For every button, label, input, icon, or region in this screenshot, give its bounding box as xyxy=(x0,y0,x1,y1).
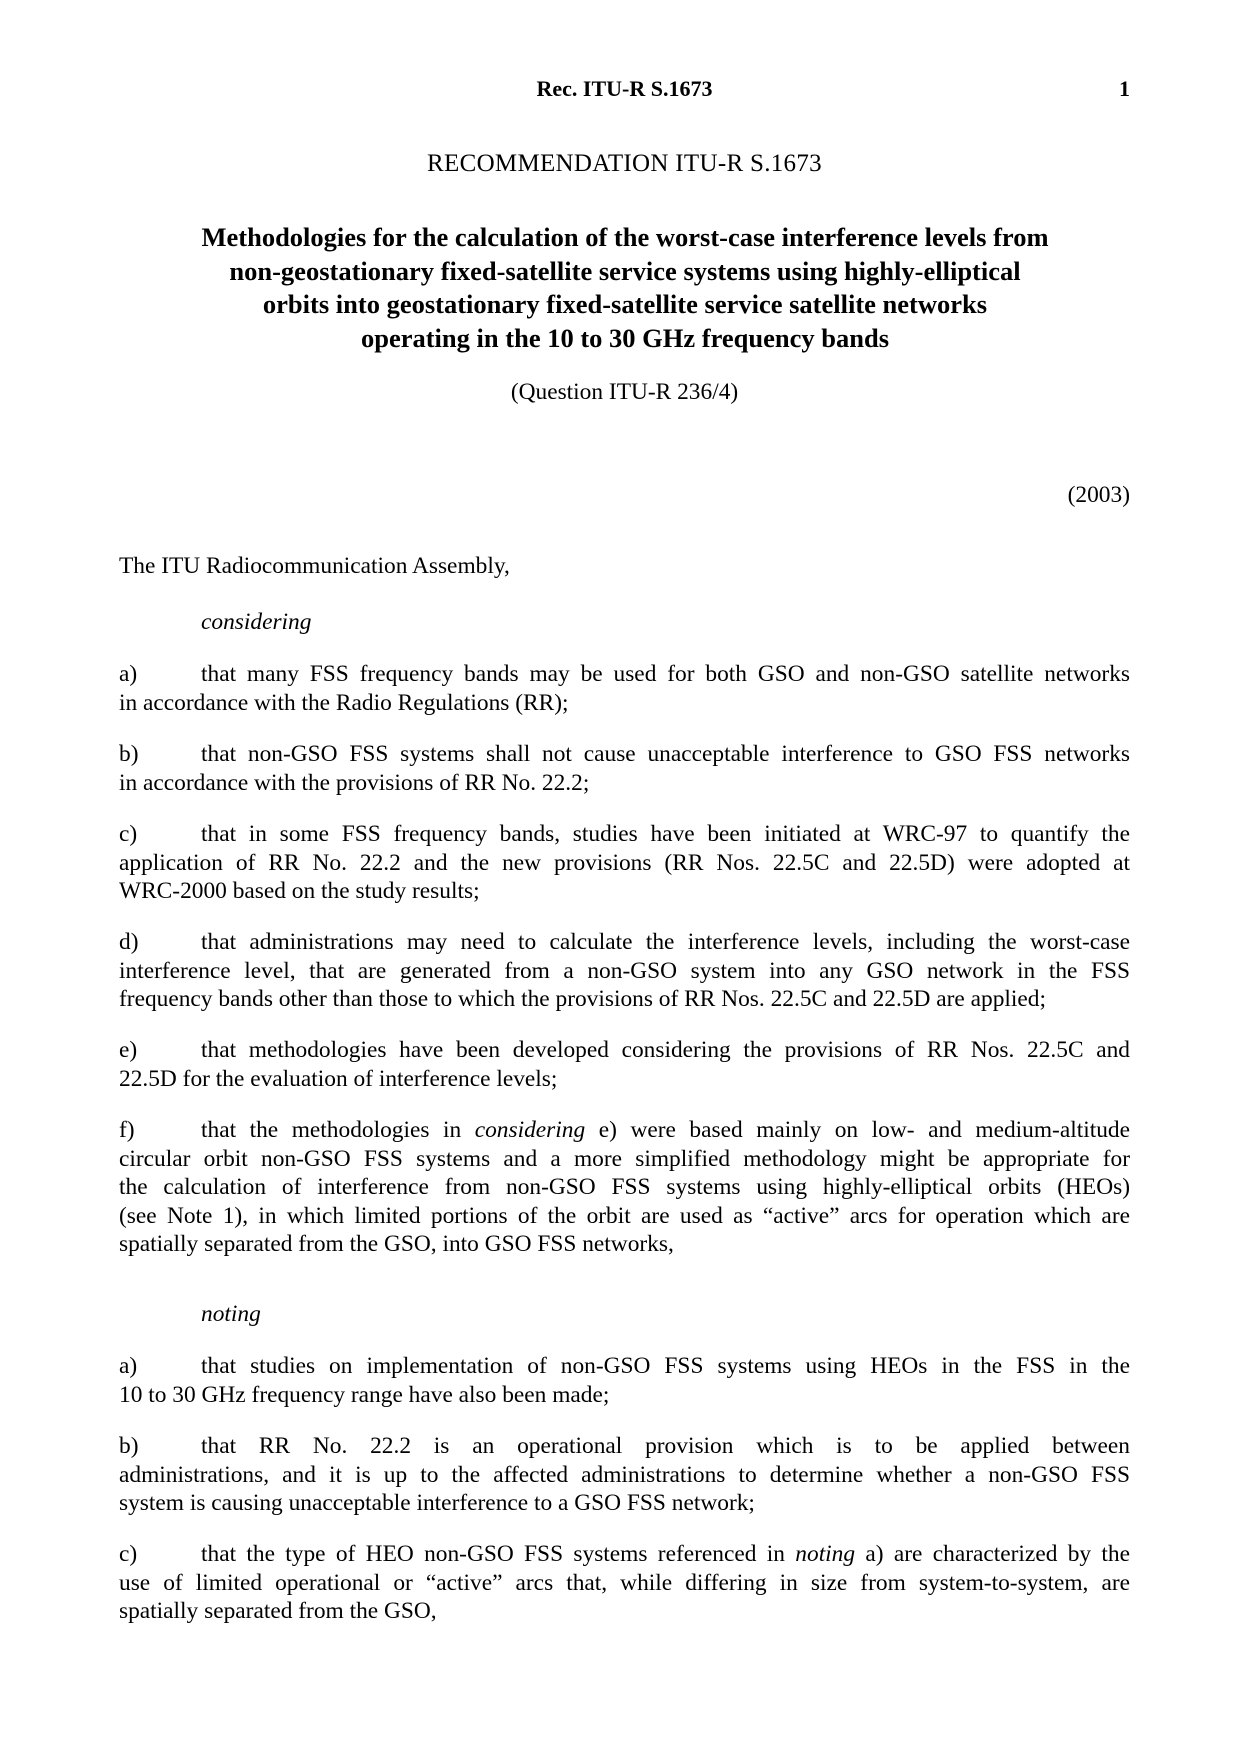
item-label: a) xyxy=(119,1353,138,1379)
paragraph-line: frequency bands other than those to which the provisions of RR Nos. 22.5C and 22.5D are applied; xyxy=(119,986,1047,1013)
paragraph-line: interference level, that are generated from a non-GSO system into any GSO network in the FSS xyxy=(119,957,1130,984)
paragraph-line: b) that RR No. 22.2 is an operational provision which is to be applied between xyxy=(119,1433,1130,1459)
main-title-line: non-geostationary fixed-satellite service systems using highly-elliptical xyxy=(229,255,1021,286)
item-label: f) xyxy=(119,1117,135,1143)
running-title: Rec. ITU-R S.1673 xyxy=(536,76,713,101)
paragraph-line: (see Note 1), in which limited portions of the orbit are used as “active” arcs for operation which are xyxy=(119,1202,1130,1229)
main-title xyxy=(130,221,1120,355)
paragraph-line: in accordance with the provisions of RR No. 22.2; xyxy=(119,769,590,796)
considering-item-c xyxy=(119,820,1130,906)
paragraph-line: a) that many FSS frequency bands may be used for both GSO and non-GSO satellite networks xyxy=(119,661,1130,687)
main-title-line: operating in the 10 to 30 GHz frequency bands xyxy=(360,322,890,353)
paragraph-line: c) that the type of HEO non-GSO FSS systems referenced in noting a) are characterized by the xyxy=(119,1541,1130,1567)
paragraph-line: e) that methodologies have been developed considering the provisions of RR Nos. 22.5C and xyxy=(119,1037,1130,1063)
noting-item-c xyxy=(119,1540,1130,1626)
item-label: d) xyxy=(119,929,139,955)
paragraph-line: application of RR No. 22.2 and the new provisions (RR Nos. 22.5C and 22.5D) were adopted at xyxy=(119,849,1130,876)
italic-reference: considering xyxy=(474,1117,586,1143)
item-label: a) xyxy=(119,661,138,687)
paragraph-line: 22.5D for the evaluation of interference levels; xyxy=(119,1065,558,1092)
approval-year: (2003) xyxy=(1067,482,1130,508)
paragraph-line: spatially separated from the GSO, xyxy=(119,1598,437,1625)
item-label: e) xyxy=(119,1037,138,1063)
noting-item-a xyxy=(119,1352,1130,1409)
considering-item-b xyxy=(119,740,1130,797)
question-reference: (Question ITU-R 236/4) xyxy=(510,379,739,405)
considering-heading: considering xyxy=(201,609,312,635)
paragraph-line: system is causing unacceptable interference to a GSO FSS network; xyxy=(119,1490,755,1517)
item-label: b) xyxy=(119,1433,139,1459)
paragraph-line: c) that in some FSS frequency bands, studies have been initiated at WRC-97 to quantify the xyxy=(119,821,1130,847)
page-number: 1 xyxy=(1119,76,1130,101)
paragraph-line: in accordance with the Radio Regulations (RR); xyxy=(119,689,569,716)
item-label: c) xyxy=(119,1541,138,1567)
noting-item-b xyxy=(119,1432,1130,1518)
paragraph-line: f) that the methodologies in considering e) were based mainly on low- and medium-altitude xyxy=(119,1117,1130,1143)
considering-item-a xyxy=(119,660,1130,717)
paragraph-line: administrations, and it is up to the affected administrations to determine whether a non-GSO FSS xyxy=(119,1461,1130,1488)
paragraph-line: b) that non-GSO FSS systems shall not cause unacceptable interference to GSO FSS networks xyxy=(119,741,1130,767)
considering-item-e xyxy=(119,1036,1130,1093)
paragraph-line: WRC-2000 based on the study results; xyxy=(119,878,480,905)
item-label: b) xyxy=(119,741,139,767)
italic-reference: noting xyxy=(795,1541,856,1567)
noting-heading: noting xyxy=(201,1301,261,1327)
paragraph-line: spatially separated from the GSO, into GSO FSS networks, xyxy=(119,1231,674,1258)
paragraph-line: use of limited operational or “active” arcs that, while differing in size from system-to-system, are xyxy=(119,1569,1130,1596)
paragraph-line: circular orbit non-GSO FSS systems and a more simplified methodology might be appropriate for xyxy=(119,1145,1130,1172)
considering-item-f xyxy=(119,1116,1130,1259)
paragraph-line: d) that administrations may need to calculate the interference levels, including the worst-case xyxy=(119,929,1130,955)
main-title-line: Methodologies for the calculation of the worst-case interference levels from xyxy=(201,222,1049,252)
considering-item-d xyxy=(119,928,1130,1014)
page-header xyxy=(119,75,1130,105)
item-label: c) xyxy=(119,821,138,847)
main-title-line: orbits into geostationary fixed-satellite service satellite networks xyxy=(262,289,988,319)
paragraph-line: a) that studies on implementation of non-GSO FSS systems using HEOs in the FSS in the xyxy=(119,1353,1130,1379)
recommendation-title: RECOMMENDATION ITU-R S.1673 xyxy=(427,150,822,177)
paragraph-line: the calculation of interference from non-GSO FSS systems using highly-elliptical orbits (HEOs) xyxy=(119,1174,1130,1201)
paragraph-line: 10 to 30 GHz frequency range have also been made; xyxy=(119,1381,610,1408)
assembly-statement: The ITU Radiocommunication Assembly, xyxy=(119,553,510,579)
